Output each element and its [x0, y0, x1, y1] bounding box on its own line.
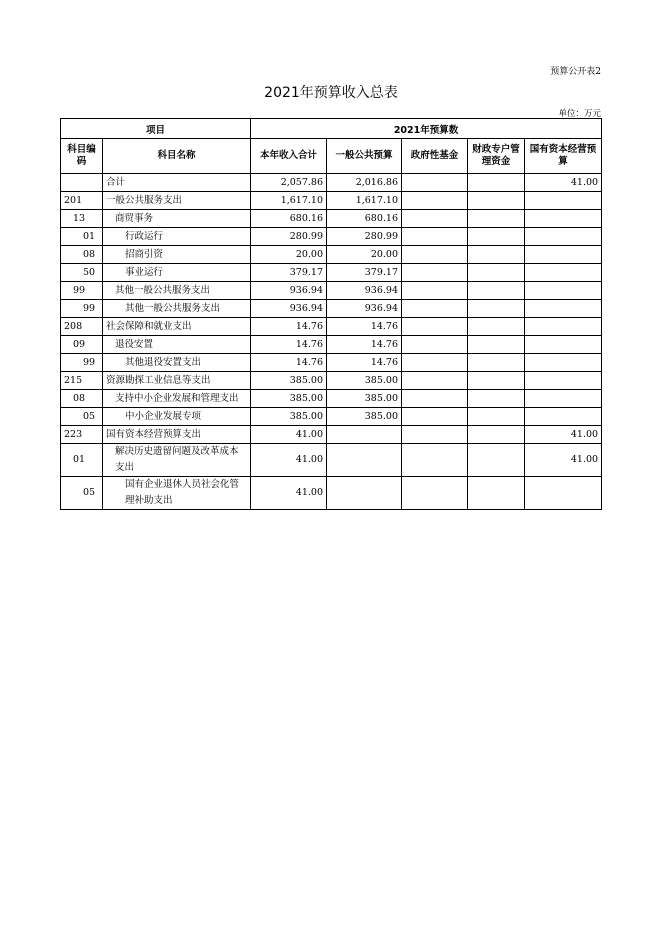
cell-general: 936.94 — [327, 300, 402, 318]
table-row — [61, 372, 602, 390]
cell-fund — [402, 390, 468, 408]
cell-name: 资源勘探工业信息等支出 — [103, 372, 251, 390]
cell-special — [468, 426, 525, 444]
cell-code: 99 — [61, 354, 103, 372]
cell-total: 41.00 — [251, 477, 327, 510]
cell-general: 14.76 — [327, 336, 402, 354]
cell-name: 退役安置 — [103, 336, 251, 354]
cell-fund — [402, 264, 468, 282]
cell-general: 1,617.10 — [327, 192, 402, 210]
table-row — [61, 210, 602, 228]
cell-special — [468, 300, 525, 318]
cell-total: 41.00 — [251, 444, 327, 477]
cell-name: 行政运行 — [103, 228, 251, 246]
cell-special — [468, 210, 525, 228]
cell-code: 05 — [61, 477, 103, 510]
table-row — [61, 390, 602, 408]
cell-state: 41.00 — [525, 174, 602, 192]
cell-code: 50 — [61, 264, 103, 282]
cell-general — [327, 426, 402, 444]
cell-state: 41.00 — [525, 426, 602, 444]
cell-state — [525, 408, 602, 426]
table-row — [61, 228, 602, 246]
cell-special — [468, 336, 525, 354]
cell-state: 41.00 — [525, 444, 602, 477]
cell-name: 商贸事务 — [103, 210, 251, 228]
cell-name: 招商引资 — [103, 246, 251, 264]
cell-code: 05 — [61, 408, 103, 426]
cell-general — [327, 444, 402, 477]
table-row — [61, 477, 602, 510]
column-header-state: 国有资本经营预算 — [525, 139, 602, 174]
cell-code: 08 — [61, 390, 103, 408]
cell-state — [525, 246, 602, 264]
table-row — [61, 192, 602, 210]
cell-code: 09 — [61, 336, 103, 354]
cell-name: 一般公共服务支出 — [103, 192, 251, 210]
cell-name: 国有资本经营预算支出 — [103, 426, 251, 444]
report-number: 预算公开表2 — [550, 67, 601, 77]
cell-special — [468, 354, 525, 372]
cell-fund — [402, 192, 468, 210]
cell-state — [525, 228, 602, 246]
cell-special — [468, 282, 525, 300]
cell-special — [468, 444, 525, 477]
cell-fund — [402, 408, 468, 426]
cell-total: 379.17 — [251, 264, 327, 282]
cell-general: 20.00 — [327, 246, 402, 264]
cell-special — [468, 318, 525, 336]
column-header-general: 一般公共预算 — [327, 139, 402, 174]
table-row — [61, 408, 602, 426]
column-header-fund: 政府性基金 — [402, 139, 468, 174]
table-row — [61, 174, 602, 192]
cell-special — [468, 192, 525, 210]
cell-code: 01 — [61, 228, 103, 246]
cell-name: 社会保障和就业支出 — [103, 318, 251, 336]
header-item: 项目 — [61, 119, 251, 139]
cell-code: 08 — [61, 246, 103, 264]
cell-total: 20.00 — [251, 246, 327, 264]
cell-state — [525, 336, 602, 354]
cell-total: 385.00 — [251, 372, 327, 390]
cell-name: 支持中小企业发展和管理支出 — [103, 390, 251, 408]
cell-name: 其他退役安置支出 — [103, 354, 251, 372]
table-row — [61, 246, 602, 264]
table-row — [61, 444, 602, 477]
cell-state — [525, 477, 602, 510]
cell-name: 解决历史遗留问题及改革成本支出 — [103, 444, 251, 477]
cell-total: 14.76 — [251, 336, 327, 354]
table-row — [61, 354, 602, 372]
cell-name: 其他一般公共服务支出 — [103, 300, 251, 318]
cell-state — [525, 390, 602, 408]
cell-general: 280.99 — [327, 228, 402, 246]
cell-special — [468, 408, 525, 426]
cell-total: 14.76 — [251, 318, 327, 336]
table-row — [61, 336, 602, 354]
cell-fund — [402, 426, 468, 444]
cell-fund — [402, 318, 468, 336]
cell-fund — [402, 282, 468, 300]
cell-code: 223 — [61, 426, 103, 444]
cell-total: 936.94 — [251, 300, 327, 318]
cell-state — [525, 192, 602, 210]
cell-code: 99 — [61, 300, 103, 318]
cell-code: 201 — [61, 192, 103, 210]
cell-total: 936.94 — [251, 282, 327, 300]
table-row — [61, 426, 602, 444]
cell-special — [468, 246, 525, 264]
cell-general: 936.94 — [327, 282, 402, 300]
cell-fund — [402, 228, 468, 246]
cell-name: 事业运行 — [103, 264, 251, 282]
cell-state — [525, 372, 602, 390]
cell-fund — [402, 354, 468, 372]
cell-fund — [402, 444, 468, 477]
cell-general: 680.16 — [327, 210, 402, 228]
cell-code: 01 — [61, 444, 103, 477]
cell-code: 13 — [61, 210, 103, 228]
table-row — [61, 282, 602, 300]
cell-total: 385.00 — [251, 408, 327, 426]
cell-state — [525, 282, 602, 300]
cell-special — [468, 228, 525, 246]
unit-label: 单位：万元 — [558, 109, 601, 119]
cell-special — [468, 477, 525, 510]
cell-name: 其他一般公共服务支出 — [103, 282, 251, 300]
cell-fund — [402, 336, 468, 354]
page-title: 2021年预算收入总表 — [264, 85, 398, 101]
cell-state — [525, 354, 602, 372]
cell-state — [525, 264, 602, 282]
cell-special — [468, 390, 525, 408]
table-row — [61, 300, 602, 318]
cell-general: 385.00 — [327, 372, 402, 390]
table-row — [61, 318, 602, 336]
cell-total: 14.76 — [251, 354, 327, 372]
column-header-special: 财政专户管理资金 — [468, 139, 525, 174]
budget-table — [60, 118, 602, 510]
cell-general — [327, 477, 402, 510]
cell-total: 280.99 — [251, 228, 327, 246]
cell-special — [468, 264, 525, 282]
cell-fund — [402, 300, 468, 318]
cell-state — [525, 300, 602, 318]
cell-general: 14.76 — [327, 354, 402, 372]
cell-fund — [402, 174, 468, 192]
cell-fund — [402, 210, 468, 228]
cell-general: 385.00 — [327, 408, 402, 426]
cell-total: 41.00 — [251, 426, 327, 444]
cell-general: 379.17 — [327, 264, 402, 282]
cell-code: 208 — [61, 318, 103, 336]
column-header-total: 本年收入合计 — [251, 139, 327, 174]
cell-name: 中小企业发展专项 — [103, 408, 251, 426]
cell-total: 2,057.86 — [251, 174, 327, 192]
cell-code — [61, 174, 103, 192]
table-row — [61, 264, 602, 282]
cell-general: 385.00 — [327, 390, 402, 408]
cell-code: 99 — [61, 282, 103, 300]
cell-total: 680.16 — [251, 210, 327, 228]
cell-fund — [402, 477, 468, 510]
cell-general: 14.76 — [327, 318, 402, 336]
header-budget: 2021年预算数 — [251, 119, 602, 139]
cell-general: 2,016.86 — [327, 174, 402, 192]
cell-code: 215 — [61, 372, 103, 390]
column-header-name: 科目名称 — [103, 139, 251, 174]
cell-special — [468, 372, 525, 390]
column-header-code: 科目编码 — [61, 139, 103, 174]
cell-fund — [402, 246, 468, 264]
cell-state — [525, 318, 602, 336]
cell-total: 1,617.10 — [251, 192, 327, 210]
cell-name: 合计 — [103, 174, 251, 192]
cell-fund — [402, 372, 468, 390]
cell-total: 385.00 — [251, 390, 327, 408]
cell-name: 国有企业退休人员社会化管理补助支出 — [103, 477, 251, 510]
cell-state — [525, 210, 602, 228]
cell-special — [468, 174, 525, 192]
